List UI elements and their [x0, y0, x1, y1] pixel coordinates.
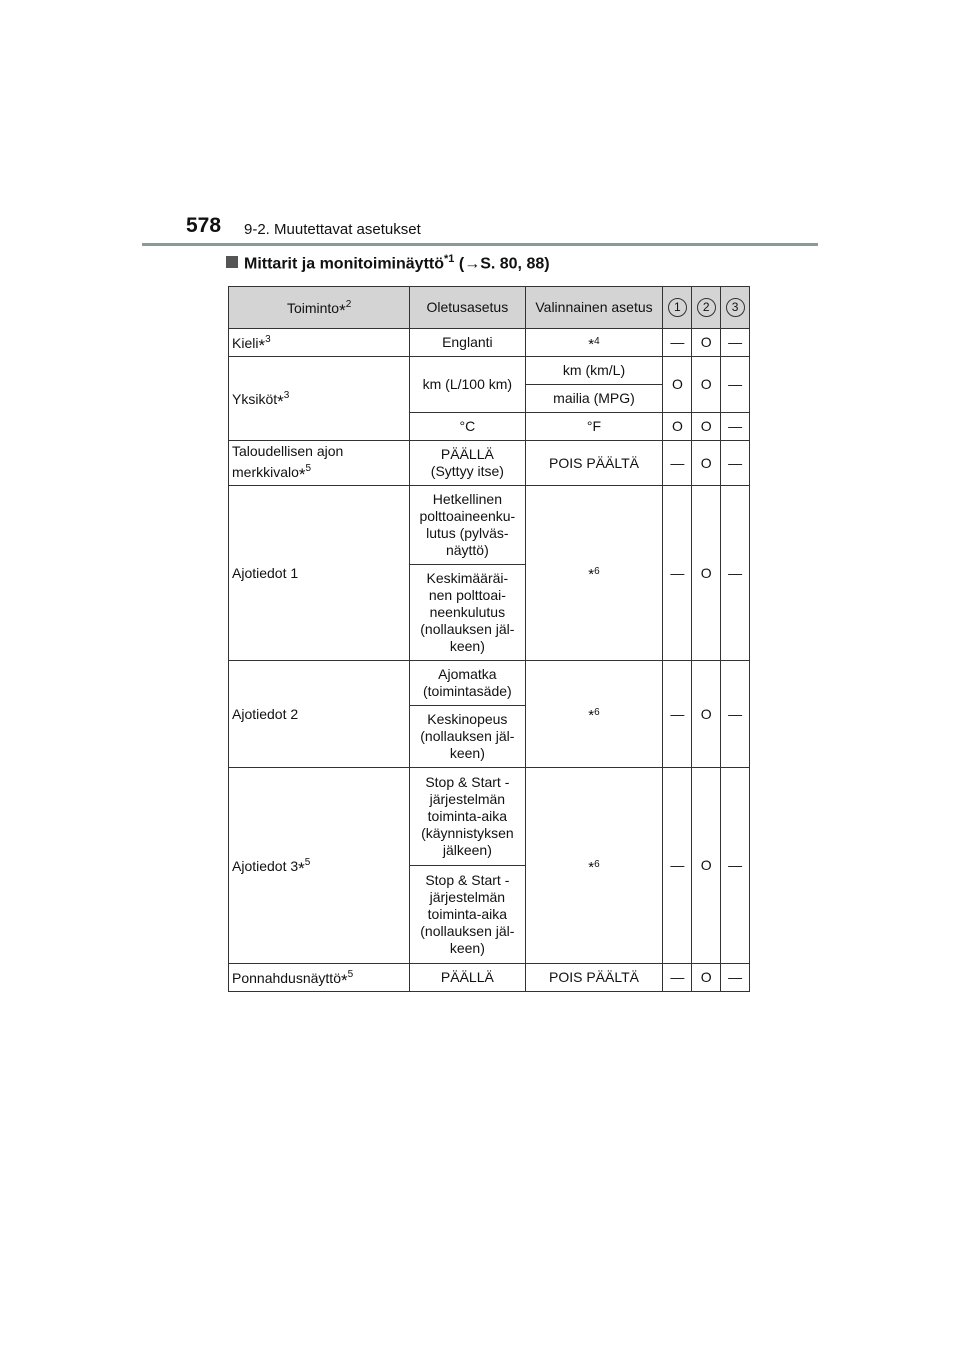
table-header-row [229, 287, 750, 329]
optional-value: POIS PÄÄLTÄ [525, 441, 663, 486]
optional-value: *$^6$ [525, 486, 663, 661]
settings-table [228, 286, 750, 992]
header-optional: Valinnainen asetus [525, 287, 663, 329]
header-col-1 [663, 287, 692, 329]
col-1-value: — [663, 441, 692, 486]
default-value: km (L/100 km) [410, 357, 525, 413]
circled-2-icon: 2 [697, 298, 716, 317]
optional-value: *$^6$ [525, 768, 663, 964]
col-3-value: — [721, 357, 750, 413]
col-3-value: — [721, 486, 750, 661]
header-col-3 [721, 287, 750, 329]
item-value: Ajomatka (toimintasäde) [410, 661, 525, 706]
header-default: Oletusasetus [410, 287, 525, 329]
table-row [229, 329, 750, 357]
default-value: PÄÄLLÄ [410, 964, 525, 992]
table-row [229, 661, 750, 706]
item-value: Stop & Start - järjestelmän toiminta-aika (nollauksen jäl- keen) [410, 866, 525, 964]
col-3-value: — [721, 768, 750, 964]
section-title [226, 253, 550, 273]
header-col-2 [692, 287, 721, 329]
optional-value: mailia (MPG) [525, 385, 663, 413]
col-2-value: O [692, 357, 721, 413]
item-value: Keskinopeus (nollauksen jäl- keen) [410, 706, 525, 768]
table-row [229, 441, 750, 486]
item-value: Hetkellinen polttoaineenku- lutus (pylväs- näyttö) [410, 486, 525, 565]
col-1-value: — [663, 661, 692, 768]
item-value: Stop & Start - järjestelmän toiminta-aika (käynnistyksen jälkeen) [410, 768, 525, 866]
arrow-right-icon: → [464, 255, 481, 273]
header-function: Toiminto*$^2$ [229, 287, 410, 329]
table-row [229, 768, 750, 866]
col-3-value: — [721, 329, 750, 357]
bullet-square-icon [226, 256, 238, 268]
default-value: Englanti [410, 329, 525, 357]
optional-value: °F [525, 413, 663, 441]
default-value: PÄÄLLÄ (Syttyy itse) [410, 441, 525, 486]
section-title-text: Mittarit ja monitoiminäyttö [244, 255, 444, 273]
row-label: Ajotiedot 1 [229, 486, 410, 661]
row-label: Ponnahdusnäyttö*$^5$ [229, 964, 410, 992]
col-1-value: O [663, 413, 692, 441]
col-3-value: — [721, 441, 750, 486]
optional-value: km (km/L) [525, 357, 663, 385]
row-label: Kieli*$^3$ [229, 329, 410, 357]
circled-3-icon: 3 [726, 298, 745, 317]
col-1-value: O [663, 357, 692, 413]
circled-1-icon: 1 [668, 298, 687, 317]
col-1-value: — [663, 964, 692, 992]
col-2-value: O [692, 661, 721, 768]
page-reference-link[interactable]: S. 80, 88) [480, 255, 550, 273]
row-label: Ajotiedot 2 [229, 661, 410, 768]
row-label: Taloudellisen ajon merkkivalo*$^5$ [229, 441, 410, 486]
table-row [229, 357, 750, 385]
table-row [229, 964, 750, 992]
col-2-value: O [692, 329, 721, 357]
optional-value: *$^4$ [525, 329, 663, 357]
col-3-value: — [721, 413, 750, 441]
row-label: Ajotiedot 3*$^5$ [229, 768, 410, 964]
col-2-value: O [692, 486, 721, 661]
col-2-value: O [692, 964, 721, 992]
col-3-value: — [721, 661, 750, 768]
optional-value: *$^6$ [525, 661, 663, 768]
section-title-sup: *1 [444, 253, 455, 265]
optional-value: POIS PÄÄLTÄ [525, 964, 663, 992]
col-2-value: O [692, 413, 721, 441]
col-1-value: — [663, 329, 692, 357]
reference-open: ( [458, 255, 465, 273]
header-rule [142, 243, 818, 246]
default-value: °C [410, 413, 525, 441]
col-2-value: O [692, 441, 721, 486]
chapter-title: 9-2. Muutettavat asetukset [244, 221, 421, 238]
item-value: Keskimääräi- nen polttoai- neenkulutus (nollauksen jäl- keen) [410, 565, 525, 661]
col-3-value: — [721, 964, 750, 992]
table-row [229, 486, 750, 565]
col-1-value: — [663, 768, 692, 964]
col-2-value: O [692, 768, 721, 964]
row-label: Yksiköt*$^3$ [229, 357, 410, 441]
col-1-value: — [663, 486, 692, 661]
page-number: 578 [186, 214, 222, 237]
